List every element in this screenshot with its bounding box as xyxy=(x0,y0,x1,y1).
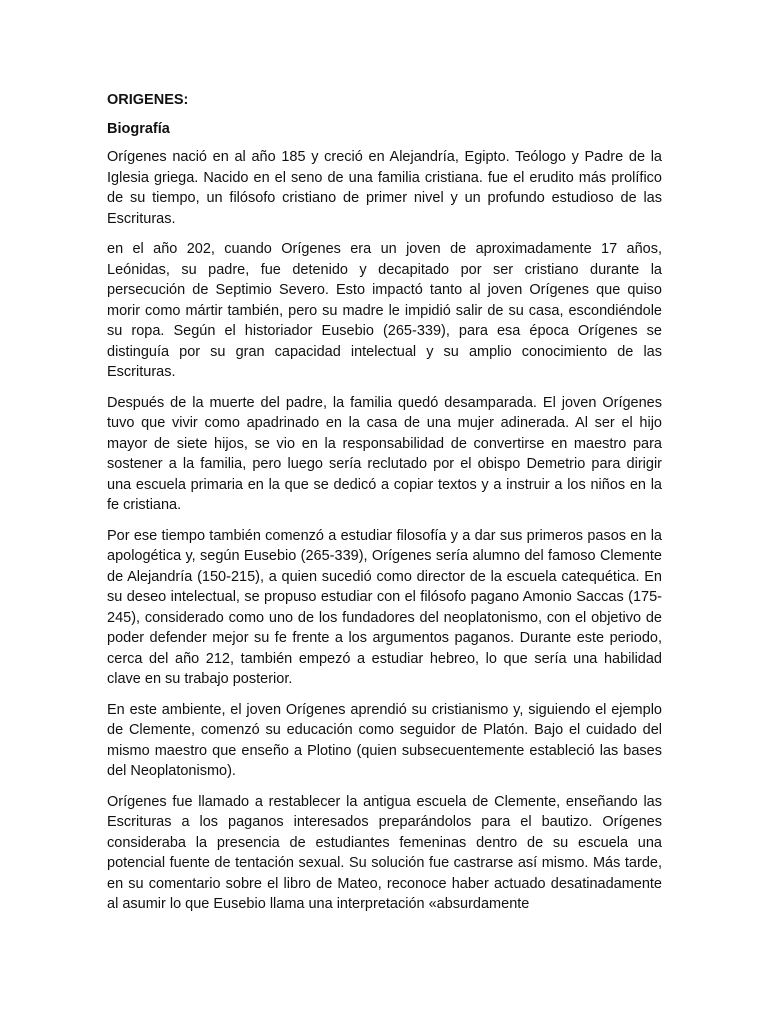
paragraph-6: Orígenes fue llamado a restablecer la antigua escuela de Clemente, enseñando las Escrituras a los paganos interesados preparándolos para el bautizo. Orígenes consideraba la presencia de estudiantes femeninas dentro de su escuela una potencial fuente de tentación sexual. Su solución fue castrarse así mismo. Más tarde, en su comentario sobre el libro de Mateo, reconoce haber actuado desatinadamente al asumir lo que Eusebio llama una interpretación «absurdamente xyxy=(107,793,662,912)
paragraph-1: Orígenes nació en al año 185 y creció en Alejandría, Egipto. Teólogo y Padre de la Iglesia griega. Nacido en el seno de una familia cristiana. fue el erudito más prolífico de su tiempo, un filósofo cristiano de primer nivel y un profundo estudioso de las Escrituras. xyxy=(107,149,662,227)
paragraph-4: Por ese tiempo también comenzó a estudiar filosofía y a dar sus primeros pasos en la apologética y, según Eusebio (265-339), Orígenes sería alumno del famoso Clemente de Alejandría (150-215), a quien sucedió como director de la escuela catequética. En su deseo intelectual, se propuso estudiar con el filósofo pagano Amonio Saccas (175-245), considerado como uno de los fundadores del neoplatonismo, con el objetivo de poder defender mejor su fe frente a los argumentos paganos. Durante este periodo, cerca del año 212, también empezó a estudiar hebreo, lo que sería una habilidad clave en su trabajo posterior. xyxy=(107,527,662,687)
document-title: ORIGENES: xyxy=(107,92,189,108)
document-body xyxy=(107,90,662,915)
section-heading: Biografía xyxy=(107,121,170,137)
paragraph-5: En este ambiente, el joven Orígenes aprendió su cristianismo y, siguiendo el ejemplo de Clemente, comenzó su educación como seguidor de Platón. Bajo el cuidado del mismo maestro que enseño a Plotino (quien subsecuentemente estableció las bases del Neoplatonismo). xyxy=(107,701,662,779)
paragraph-3: Después de la muerte del padre, la familia quedó desamparada. El joven Orígenes tuvo que vivir como apadrinado en la casa de una mujer adinerada. Al ser el hijo mayor de siete hijos, se vio en la responsabilidad de convertirse en maestro para sostener a la familia, pero luego sería reclutado por el obispo Demetrio para dirigir una escuela primaria en la que se dedicó a copiar textos y a instruir a los niños en la fe cristiana. xyxy=(107,394,662,513)
paragraph-2: en el año 202, cuando Orígenes era un joven de aproximadamente 17 años, Leónidas, su padre, fue detenido y decapitado por ser cristiano durante la persecución de Septimio Severo. Esto impactó tanto al joven Orígenes que quiso morir como mártir también, pero su madre le impidió salir de su casa, escondiéndole su ropa. Según el historiador Eusebio (265-339), para esa época Orígenes se distinguía por su gran capacidad intelectual y su amplio conocimiento de las Escrituras. xyxy=(107,241,662,380)
